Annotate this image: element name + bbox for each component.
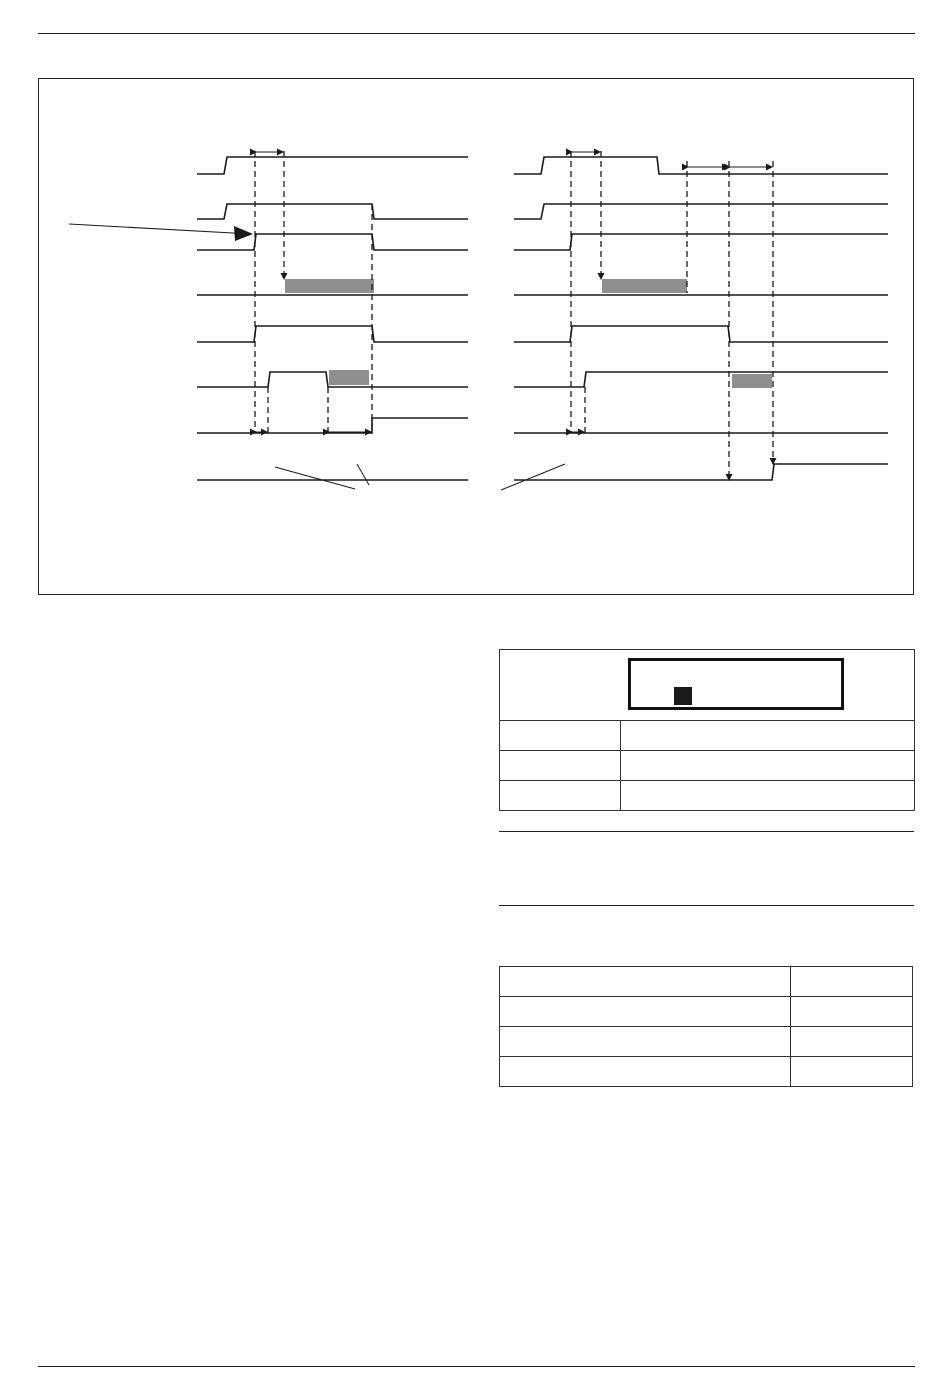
left-timing-panel: [69, 151, 468, 489]
left-signal-7: [197, 418, 468, 433]
left-signal-5: [197, 326, 468, 342]
left-signal-2: [197, 204, 468, 219]
page-top-rule: [38, 33, 915, 34]
spec-table-1-header: [500, 650, 915, 721]
timing-diagram-figure: [38, 78, 914, 595]
right-signal-1: [514, 157, 888, 174]
spec-table-2: [499, 966, 913, 1087]
right-signal-5: [514, 326, 888, 342]
table-row: [500, 721, 915, 751]
table-row: [500, 751, 915, 781]
table-cell: [621, 781, 915, 811]
right-timing-panel: [501, 151, 888, 490]
left-shaded-interval-2: [329, 370, 369, 385]
table-row: [500, 781, 915, 811]
table-cell: [791, 1057, 913, 1087]
right-leader-line: [501, 464, 565, 490]
table-cell: [500, 997, 791, 1027]
left-shaded-interval-1: [285, 279, 374, 293]
table-cell: [791, 967, 913, 997]
table-cell: [621, 751, 915, 781]
right-shaded-interval-1: [602, 279, 687, 293]
section-rule-2: [499, 905, 914, 906]
table-cell: [621, 721, 915, 751]
spec-table-1: [499, 649, 915, 811]
left-leader-line-2: [357, 464, 369, 485]
left-signal-1: [197, 157, 468, 174]
timing-diagram: [39, 79, 915, 596]
table-cell: [791, 997, 913, 1027]
framed-box: [628, 658, 844, 710]
table-cell: [791, 1027, 913, 1057]
filled-square-icon: [674, 687, 692, 705]
right-shaded-interval-2: [732, 374, 772, 388]
right-signal-2: [514, 204, 888, 219]
table-cell: [500, 1057, 791, 1087]
table-row: [500, 967, 913, 997]
table-row: [500, 997, 913, 1027]
table-cell: [500, 781, 621, 811]
table-cell: [500, 721, 621, 751]
left-callout-arrow: [69, 224, 251, 234]
table-cell: [500, 751, 621, 781]
section-rule-1: [499, 831, 914, 832]
table-cell: [500, 1027, 791, 1057]
left-callout-arrowhead: [234, 226, 253, 241]
page-bottom-rule: [38, 1366, 915, 1367]
table-row: [500, 1057, 913, 1087]
right-signal-6: [514, 372, 888, 387]
right-signal-3: [514, 234, 888, 250]
left-leader-line-1: [275, 467, 355, 489]
table-row: [500, 1027, 913, 1057]
table-cell: [500, 967, 791, 997]
right-signal-8: [514, 464, 888, 480]
